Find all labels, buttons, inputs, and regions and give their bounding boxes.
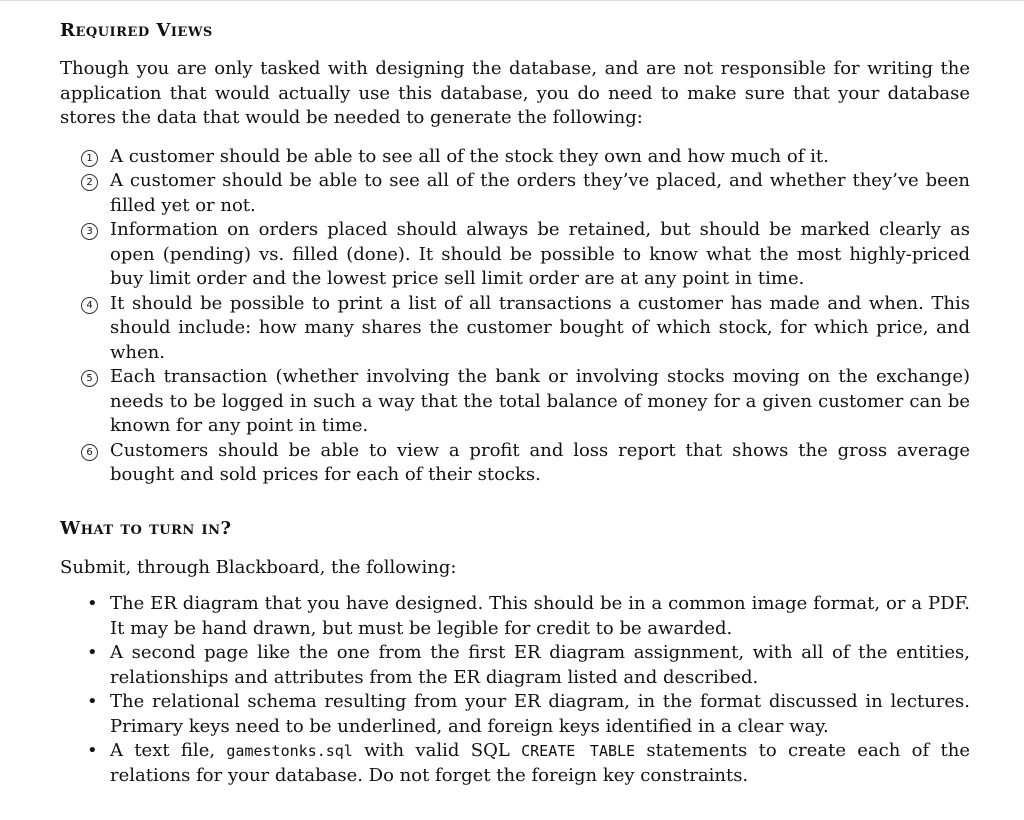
list-item xyxy=(60,439,970,488)
list-item xyxy=(60,169,970,218)
bullet-icon: • xyxy=(87,593,98,614)
required-views-list xyxy=(60,145,970,488)
list-item-text-before: A text file, xyxy=(110,740,227,761)
list-item xyxy=(60,145,970,170)
list-item-text: A customer should be able to see all of the stock they own and how much of it. xyxy=(110,145,829,167)
bullet-icon: • xyxy=(87,740,98,761)
list-item xyxy=(60,292,970,366)
list-item-text-middle: with valid SQL xyxy=(352,740,522,761)
document-page xyxy=(60,18,970,788)
circled-number-3: 3 xyxy=(81,223,98,240)
list-item-text: Each transaction (whether involving the bank or involving stocks moving on the exchange) needs to be logged in such a way that the total balance of money for a given customer can be known for any point in time. xyxy=(110,366,970,436)
list-item xyxy=(60,690,970,739)
circled-number-6: 6 xyxy=(81,444,98,461)
sql-statement-keyword: CREATE TABLE xyxy=(521,742,636,760)
list-item-text: A second page like the one from the first ER diagram assignment, with all of the entities, relationships and attributes from the ER diagram listed and described. xyxy=(110,642,970,688)
list-item xyxy=(60,739,970,788)
sql-filename: gamestonks.sql xyxy=(226,742,353,760)
turn-in-intro: Submit, through Blackboard, the following: xyxy=(60,556,457,578)
bullet-icon: • xyxy=(87,691,98,712)
circled-number-4: 4 xyxy=(81,297,98,314)
list-item-text: Information on orders placed should always be retained, but should be marked clearly as open (pending) vs. filled (done). It should be possible to know what the most highly-priced buy limit order and the lowest price sell limit order are at any point in time. xyxy=(110,219,970,289)
list-item-text: It should be possible to print a list of all transactions a customer has made and when. This should include: how many shares the customer bought of which stock, for which price, and when. xyxy=(110,292,970,363)
list-item-text: The ER diagram that you have designed. This should be in a common image format, or a PDF. It may be hand drawn, but must be legible for credit to be awarded. xyxy=(110,593,970,639)
circled-number-1: 1 xyxy=(81,150,98,167)
list-item-text: Customers should be able to view a profit and loss report that shows the gross average bought and sold prices for each of their stocks. xyxy=(110,439,970,485)
list-item-text: A customer should be able to see all of the orders they’ve placed, and whether they’ve been filled yet or not. xyxy=(110,170,970,216)
top-divider xyxy=(0,0,1024,1)
circled-number-2: 2 xyxy=(81,174,98,191)
required-views-intro: Though you are only tasked with designing the database, and are not responsible for writing the application that would actually use this database, you do need to make sure that your database stores the data that would be needed to generate the following: xyxy=(60,58,970,128)
list-item-text: The relational schema resulting from your ER diagram, in the format discussed in lectures. Primary keys need to be underlined, and foreign keys identified in a clear way. xyxy=(110,691,970,737)
list-item xyxy=(60,218,970,292)
section-heading-what-to-turn-in: What to turn in? xyxy=(60,517,232,539)
turn-in-list xyxy=(60,592,970,788)
list-item xyxy=(60,592,970,641)
list-item xyxy=(60,365,970,439)
section-heading-required-views: Required Views xyxy=(60,20,213,41)
circled-number-5: 5 xyxy=(81,370,98,387)
list-item xyxy=(60,641,970,690)
bullet-icon: • xyxy=(87,642,98,663)
list-item-text-after: statements to create each of the relations for your database. Do not forget the foreign key constraints. xyxy=(110,740,970,786)
